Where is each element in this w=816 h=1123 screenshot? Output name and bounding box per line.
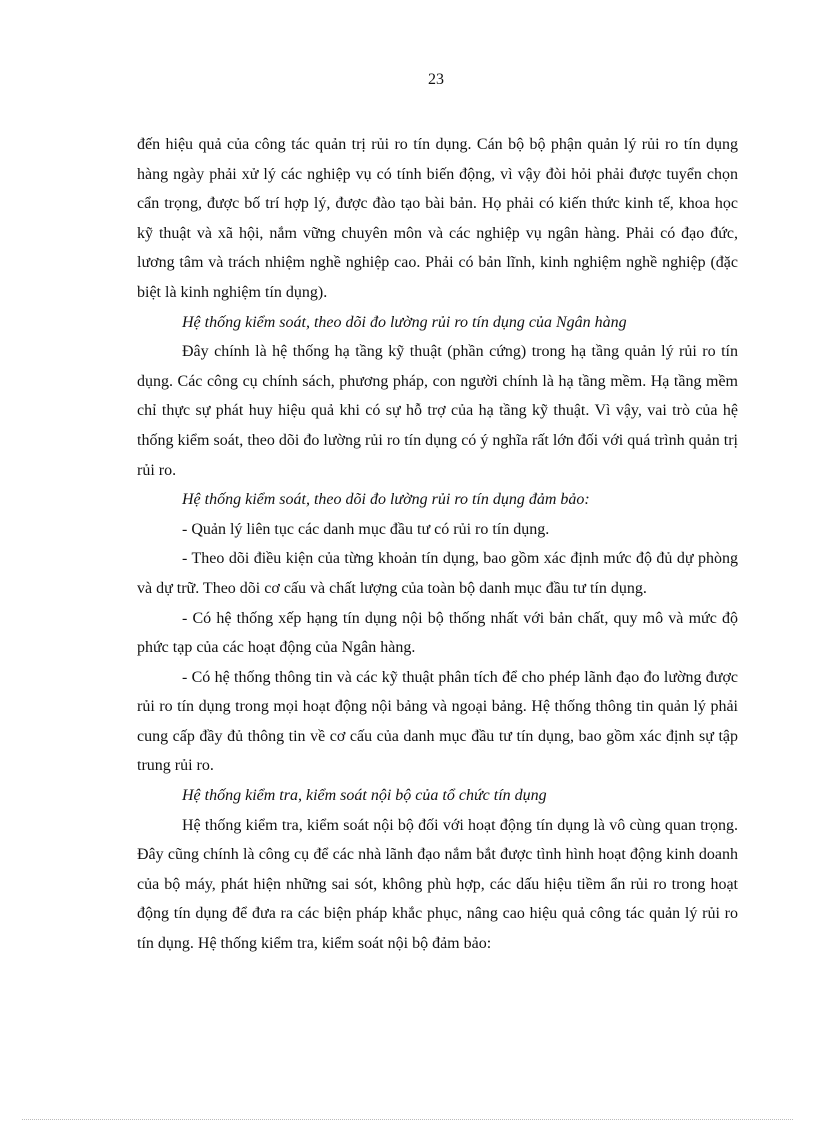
heading-internal-control: Hệ thống kiểm tra, kiểm soát nội bộ của tổ chức tín dụng — [182, 787, 547, 805]
paragraph-internal-control: Hệ thống kiểm tra, kiểm soát nội bộ đối với hoạt động tín dụng là vô cùng quan trọng. Đây cũng chính là công cụ để các nhà lãnh đạo nắm bắt được tình hình hoạt động kinh doanh của bộ máy, phát hiện những sai sót, không phù hợp, các dấu hiệu tiềm ẩn rủi ro trong hoạt động tín dụng để đưa ra các biện pháp khắc phục, nâng cao hiệu quả công tác quản lý rủi ro tín dụng. Hệ thống kiểm tra, kiểm soát nội bộ đảm bảo: — [137, 816, 738, 953]
page-body — [137, 130, 738, 959]
heading-monitoring-ensures: Hệ thống kiểm soát, theo dõi đo lường rủi ro tín dụng đảm bảo: — [182, 491, 590, 509]
page-number: 23 — [428, 71, 444, 88]
bottom-dotted-rule — [22, 1119, 793, 1120]
list-item-credit-conditions: - Theo dõi điều kiện của từng khoản tín dụng, bao gồm xác định mức độ đủ dự phòng và dự trữ. Theo dõi cơ cấu và chất lượng của toàn bộ danh mục đầu tư tín dụng. — [137, 550, 738, 597]
paragraph-staff-requirements: đến hiệu quả của công tác quản trị rủi ro tín dụng. Cán bộ bộ phận quản lý rủi ro tín dụng hàng ngày phải xử lý các nghiệp vụ có tính biến động, vì vậy đòi hỏi phải được tuyển chọn cẩn trọng, được bố trí hợp lý, được đào tạo bài bản. Họ phải có kiến thức kinh tế, khoa học kỹ thuật và xã hội, nắm vững chuyên môn và các nghiệp vụ ngân hàng. Phải có đạo đức, lương tâm và trách nhiệm nghề nghiệp cao. Phải có bản lĩnh, kinh nghiệm nghề nghiệp (đặc biệt là kinh nghiệm tín dụng). — [137, 136, 738, 301]
list-item-internal-rating: - Có hệ thống xếp hạng tín dụng nội bộ thống nhất với bản chất, quy mô và mức độ phức tạp của các hoạt động của Ngân hàng. — [137, 609, 738, 657]
paragraph-technical-infrastructure: Đây chính là hệ thống hạ tầng kỹ thuật (phần cứng) trong hạ tầng quản lý rủi ro tín dụng. Các công cụ chính sách, phương pháp, con người chính là hạ tầng mềm. Hạ tầng mềm chỉ thực sự phát huy hiệu quả khi có sự hỗ trợ của hạ tầng kỹ thuật. Vì vậy, vai trò của hệ thống kiểm soát, theo dõi đo lường rủi ro tín dụng có ý nghĩa rất lớn đối với quá trình quản trị rủi ro. — [137, 343, 738, 479]
list-item-information-system: - Có hệ thống thông tin và các kỹ thuật phân tích để cho phép lãnh đạo đo lường được rủi ro tín dụng trong mọi hoạt động nội bảng và ngoại bảng. Hệ thống thông tin quản lý phải cung cấp đầy đủ thông tin về cơ cấu của danh mục đầu tư tín dụng, bao gồm xác định sự tập trung rủi ro. — [137, 668, 738, 775]
heading-monitoring-system: Hệ thống kiểm soát, theo dõi đo lường rủi ro tín dụng của Ngân hàng — [182, 313, 627, 331]
list-item-portfolio-management: - Quản lý liên tục các danh mục đầu tư có rủi ro tín dụng. — [182, 520, 550, 538]
